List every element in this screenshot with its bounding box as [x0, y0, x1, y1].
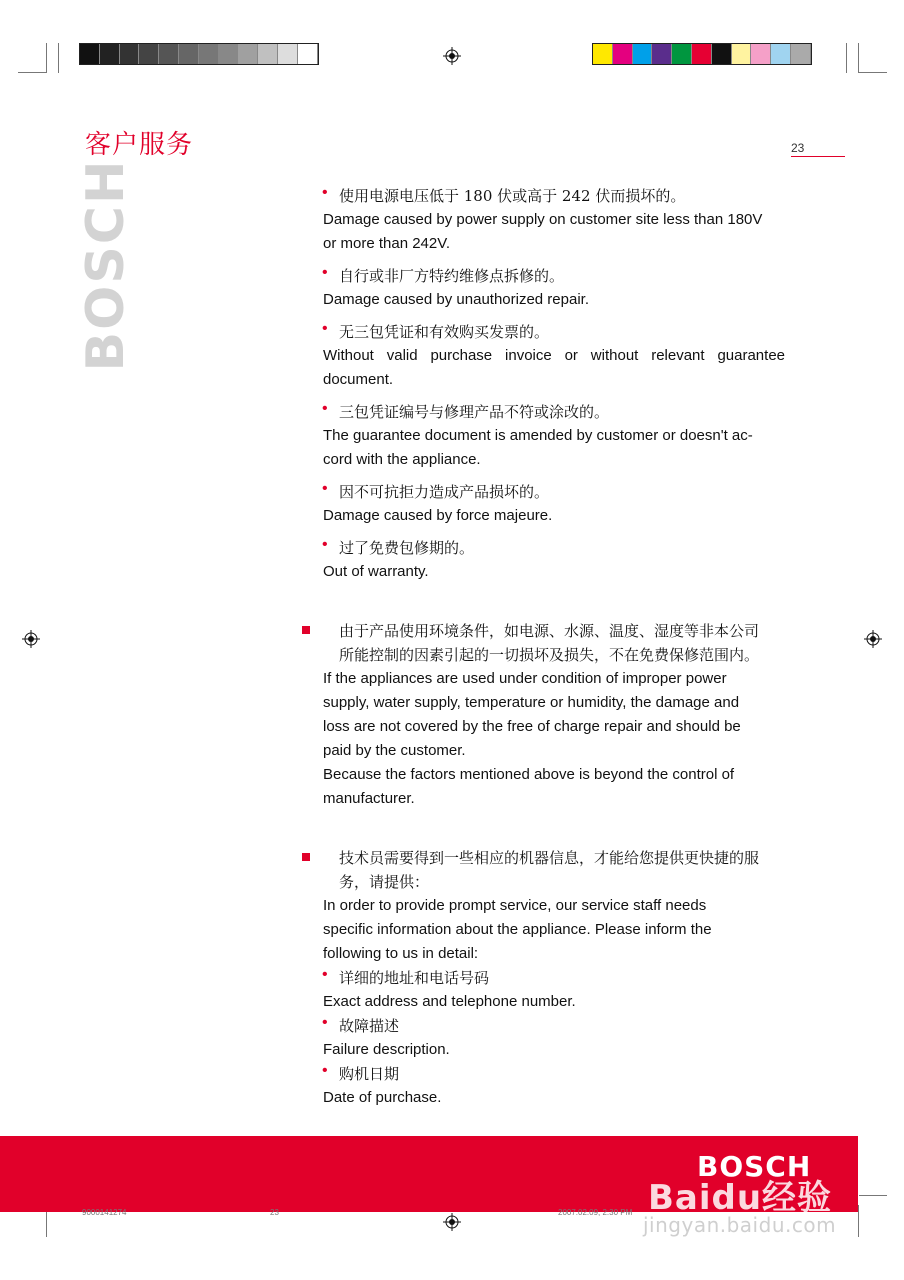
crop-mark: [846, 43, 847, 73]
exclusion-en-line: Damage caused by unauthorized repair.: [323, 291, 590, 308]
info-item-zh: 故障描述: [339, 1017, 400, 1035]
environment-en-line: Because the factors mentioned above is beyond the control of: [323, 766, 735, 783]
exclusion-item: [323, 320, 785, 392]
info-list-item: [323, 966, 785, 1014]
info-en-line: specific information about the appliance. Please inform the: [323, 921, 712, 938]
gray-swatch: [80, 44, 100, 64]
crop-mark: [858, 43, 859, 73]
registration-mark-icon: [443, 47, 461, 65]
exclusion-item: [323, 264, 785, 312]
exclusion-zh: 因不可抗拒力造成产品损坏的。: [339, 483, 550, 501]
square-bullet-icon: [302, 626, 310, 634]
main-content: [323, 184, 785, 1110]
bullet-icon: •: [322, 1062, 328, 1079]
bullet-icon: •: [322, 264, 328, 281]
exclusion-item: [323, 480, 785, 528]
info-list-item: [323, 1014, 785, 1062]
square-bullet-icon: [302, 853, 310, 861]
crop-mark: [18, 72, 46, 73]
page-number: 23: [791, 141, 845, 157]
exclusion-en-line: Without valid purchase invoice or without relevant guarantee: [323, 347, 785, 364]
color-swatch: [633, 44, 653, 64]
exclusion-en-line: Damage caused by force majeure.: [323, 507, 553, 524]
environment-en-line: loss are not covered by the free of charge repair and should be: [323, 718, 741, 735]
exclusion-item: [323, 184, 785, 256]
info-item-zh: 详细的地址和电话号码: [339, 969, 490, 987]
info-paragraph: [323, 846, 785, 1110]
info-list-item: [323, 1062, 785, 1110]
info-zh-line: 务，请提供：: [339, 873, 430, 891]
info-zh-line: 技术员需要得到一些相应的机器信息，才能给您提供更快捷的服: [339, 849, 760, 867]
color-swatch: [593, 44, 613, 64]
registration-mark-icon: [864, 630, 882, 648]
gray-swatch: [100, 44, 120, 64]
color-swatch: [771, 44, 791, 64]
side-brand-logo: BOSCH: [76, 158, 136, 372]
info-en-line: In order to provide prompt service, our service staff needs: [323, 897, 707, 914]
registration-mark-icon: [443, 1213, 461, 1231]
grayscale-color-bar: [79, 43, 319, 65]
color-swatch: [613, 44, 633, 64]
exclusion-en-line: Damage caused by power supply on customer site less than 180V: [323, 211, 763, 228]
info-item-en: Date of purchase.: [323, 1089, 442, 1106]
crop-mark: [58, 43, 59, 73]
color-swatch: [672, 44, 692, 64]
exclusion-zh: 过了免费包修期的。: [339, 539, 475, 557]
gray-swatch: [179, 44, 199, 64]
exclusion-en-line: document.: [323, 371, 394, 388]
color-swatch: [652, 44, 672, 64]
gray-swatch: [278, 44, 298, 64]
slug-page: 23: [270, 1208, 279, 1217]
bullet-icon: •: [322, 400, 328, 417]
color-swatch: [732, 44, 752, 64]
gray-swatch: [219, 44, 239, 64]
registration-mark-icon: [22, 630, 40, 648]
bullet-icon: •: [322, 966, 328, 983]
exclusion-en-line: or more than 242V.: [323, 235, 451, 252]
exclusion-en-line: The guarantee document is amended by customer or doesn't ac-: [323, 427, 753, 444]
gray-swatch: [159, 44, 179, 64]
exclusion-zh: 自行或非厂方特约维修点拆修的。: [339, 267, 565, 285]
bullet-icon: •: [322, 480, 328, 497]
info-item-en: Exact address and telephone number.: [323, 993, 576, 1010]
slug-code: 9000141274: [82, 1208, 127, 1217]
gray-swatch: [298, 44, 318, 64]
crop-mark: [859, 72, 887, 73]
exclusion-item: [323, 400, 785, 472]
environment-paragraph: [323, 619, 785, 811]
section-title: 客户服务: [85, 130, 194, 160]
environment-en-line: manufacturer.: [323, 790, 415, 807]
info-item-zh: 购机日期: [339, 1065, 400, 1083]
bullet-icon: •: [322, 536, 328, 553]
exclusion-item: [323, 536, 785, 584]
environment-zh-line: 由于产品使用环境条件，如电源、水源、温度、湿度等非本公司: [339, 622, 760, 640]
environment-en-line: If the appliances are used under condition of improper power: [323, 670, 727, 687]
exclusion-zh: 无三包凭证和有效购买发票的。: [339, 323, 550, 341]
exclusion-zh: 三包凭证编号与修理产品不符或涂改的。: [339, 403, 610, 421]
crop-mark: [46, 43, 47, 73]
color-swatch: [751, 44, 771, 64]
exclusion-en-line: Out of warranty.: [323, 563, 429, 580]
bullet-icon: •: [322, 1014, 328, 1031]
gray-swatch: [139, 44, 159, 64]
watermark-url: jingyan.baidu.com: [643, 1213, 837, 1237]
environment-en-line: paid by the customer.: [323, 742, 466, 759]
gray-swatch: [238, 44, 258, 64]
gray-swatch: [258, 44, 278, 64]
color-swatch: [712, 44, 732, 64]
crop-mark: [858, 1205, 859, 1237]
environment-en-line: supply, water supply, temperature or humidity, the damage and: [323, 694, 740, 711]
bullet-icon: •: [322, 320, 328, 337]
slug-date: 2007.02.09, 2:30 PM: [558, 1208, 633, 1217]
color-swatch: [692, 44, 712, 64]
environment-zh-line: 所能控制的因素引起的一切损坏及损失，不在免费保修范围内。: [339, 646, 760, 664]
exclusion-en-line: cord with the appliance.: [323, 451, 481, 468]
gray-swatch: [199, 44, 219, 64]
crop-mark: [859, 1195, 887, 1196]
info-item-en: Failure description.: [323, 1041, 450, 1058]
info-en-line: following to us in detail:: [323, 945, 479, 962]
color-swatch: [791, 44, 811, 64]
bullet-icon: •: [322, 184, 328, 201]
gray-swatch: [120, 44, 140, 64]
watermark-logo: Baidu经验: [648, 1178, 833, 1218]
process-color-bar: [592, 43, 812, 65]
footer-brand-logo: BOSCH: [697, 1150, 812, 1183]
exclusion-zh: 使用电源电压低于 180 伏或高于 242 伏而损坏的。: [339, 187, 686, 205]
